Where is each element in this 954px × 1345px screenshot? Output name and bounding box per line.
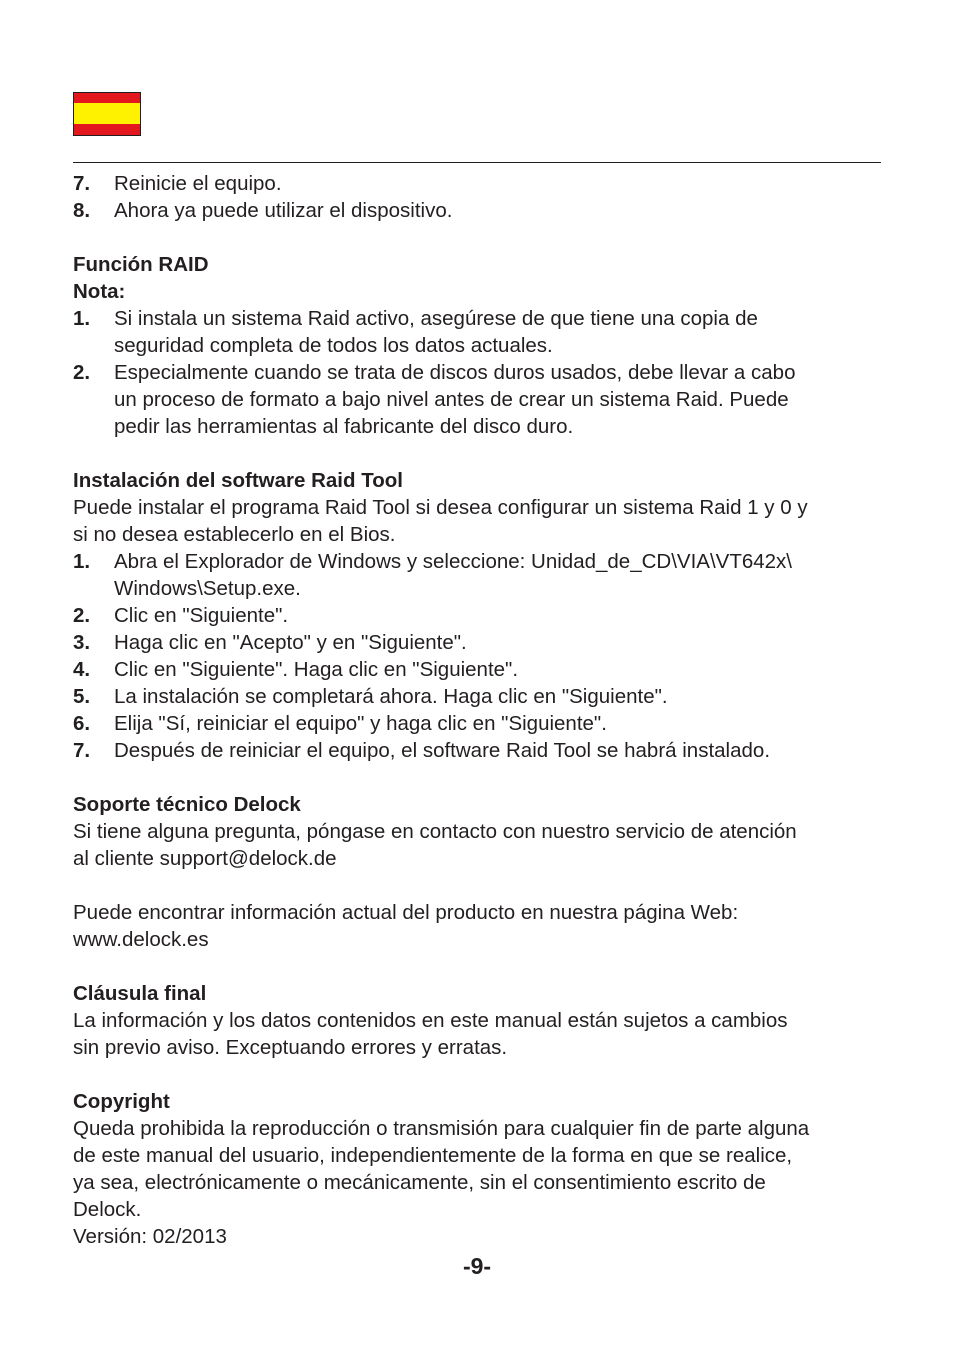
- list-number: 8.: [73, 199, 91, 222]
- list-text: Si instala un sistema Raid activo, asegúrese de que tiene una copia de: [114, 307, 758, 330]
- list-item: [73, 629, 883, 656]
- list-item: [73, 737, 883, 764]
- list-item: [73, 656, 883, 683]
- section-heading-final-clause: Cláusula final: [73, 982, 207, 1005]
- section-heading-copyright: Copyright: [73, 1090, 170, 1113]
- section-heading-install: Instalación del software Raid Tool: [73, 469, 403, 492]
- list-number: 7.: [73, 172, 91, 195]
- spain-flag-icon: [73, 92, 141, 136]
- list-item: [73, 683, 883, 710]
- list-text: Abra el Explorador de Windows y seleccione: Unidad_de_CD\VIA\VT642x\: [114, 550, 792, 573]
- list-number: 2.: [73, 361, 91, 384]
- header-divider: [73, 162, 881, 163]
- list-number: 2.: [73, 604, 91, 627]
- list-text: Clic en "Siguiente". Haga clic en "Siguiente".: [114, 658, 519, 681]
- flag-stripe-bottom: [74, 124, 140, 135]
- paragraph-line: si no desea establecerlo en el Bios.: [73, 523, 396, 546]
- list-item: [73, 305, 883, 359]
- list-text: Después de reiniciar el equipo, el software Raid Tool se habrá instalado.: [114, 739, 771, 762]
- flag-stripe-top: [74, 93, 140, 103]
- list-text: Haga clic en "Acepto" y en "Siguiente".: [114, 631, 467, 654]
- paragraph-line: sin previo aviso. Exceptuando errores y erratas.: [73, 1036, 508, 1059]
- paragraph-line: Si tiene alguna pregunta, póngase en contacto con nuestro servicio de atención: [73, 820, 797, 843]
- flag-stripe-middle: [74, 103, 140, 124]
- paragraph-line: La información y los datos contenidos en este manual están sujetos a cambios: [73, 1009, 788, 1032]
- list-text: pedir las herramientas al fabricante del disco duro.: [114, 415, 574, 438]
- list-item: [73, 359, 883, 440]
- list-item: [73, 710, 883, 737]
- section-heading-support: Soporte técnico Delock: [73, 793, 301, 816]
- list-item: [73, 602, 883, 629]
- note-label: Nota:: [73, 280, 126, 303]
- list-number: 5.: [73, 685, 91, 708]
- list-number: 7.: [73, 739, 91, 762]
- list-number: 6.: [73, 712, 91, 735]
- paragraph-line: Puede encontrar información actual del producto en nuestra página Web:: [73, 901, 739, 924]
- list-text: un proceso de formato a bajo nivel antes de crear un sistema Raid. Puede: [114, 388, 789, 411]
- paragraph-line: de este manual del usuario, independientemente de la forma en que se realice,: [73, 1144, 793, 1167]
- version-text: Versión: 02/2013: [73, 1225, 227, 1248]
- list-item: [73, 197, 883, 224]
- paragraph-line: Puede instalar el programa Raid Tool si desea configurar un sistema Raid 1 y 0 y: [73, 496, 808, 519]
- list-text: Ahora ya puede utilizar el dispositivo.: [114, 199, 453, 222]
- list-text: Elija "Sí, reiniciar el equipo" y haga clic en "Siguiente".: [114, 712, 607, 735]
- list-text: Reinicie el equipo.: [114, 172, 282, 195]
- list-item: [73, 170, 883, 197]
- paragraph-line: al cliente support@delock.de: [73, 847, 337, 870]
- list-text: La instalación se completará ahora. Haga clic en "Siguiente".: [114, 685, 668, 708]
- list-text: Especialmente cuando se trata de discos duros usados, debe llevar a cabo: [114, 361, 796, 384]
- list-number: 3.: [73, 631, 91, 654]
- intro-steps: [73, 170, 883, 224]
- list-number: 4.: [73, 658, 91, 681]
- paragraph-line: Delock.: [73, 1198, 142, 1221]
- website-link: www.delock.es: [73, 928, 209, 951]
- section-heading-raid: Función RAID: [73, 253, 209, 276]
- document-body: [73, 170, 883, 1250]
- paragraph-line: ya sea, electrónicamente o mecánicamente, sin el consentimiento escrito de: [73, 1171, 766, 1194]
- page-number: -9-: [462, 1253, 492, 1279]
- paragraph-line: Queda prohibida la reproducción o transmisión para cualquier fin de parte alguna: [73, 1117, 810, 1140]
- list-text: seguridad completa de todos los datos actuales.: [114, 334, 553, 357]
- list-number: 1.: [73, 307, 91, 330]
- list-text: Clic en "Siguiente".: [114, 604, 289, 627]
- list-number: 1.: [73, 550, 91, 573]
- list-text: Windows\Setup.exe.: [114, 577, 301, 600]
- list-item: [73, 548, 883, 602]
